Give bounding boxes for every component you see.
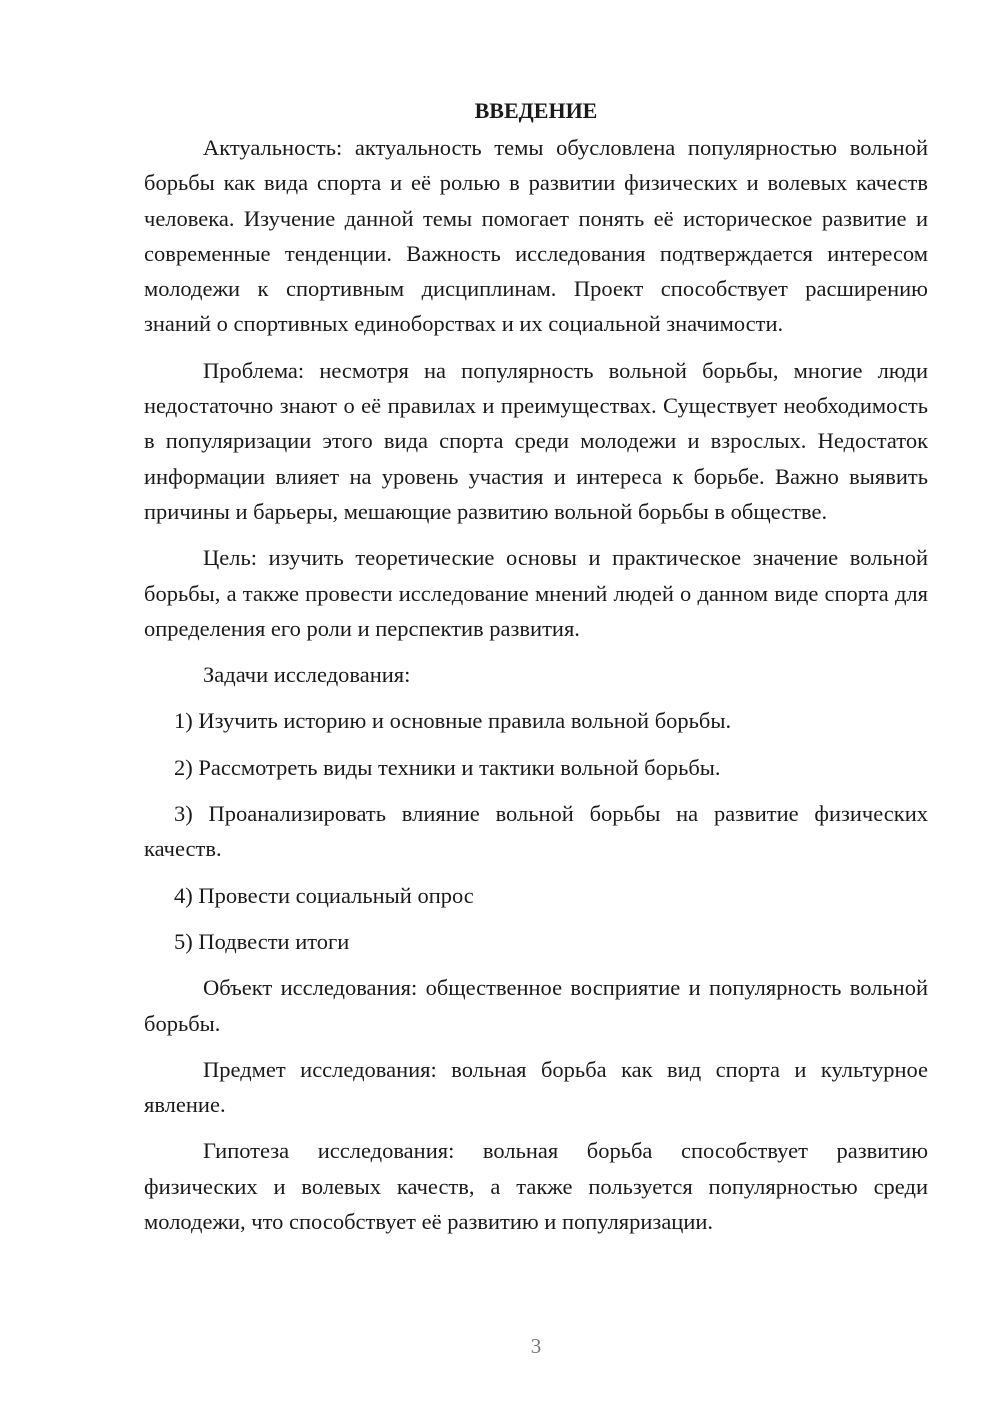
tasks-heading: Задачи исследования: (203, 662, 411, 688)
document-page (144, 96, 928, 1250)
task-item-5: 5) Подвести итоги (174, 928, 350, 954)
problem-paragraph: Проблема: несмотря на популярность вольной борьбы, многие люди недостаточно знают о её правилах и преимуществах. Существует необходимость в популяризации этого вида спорта среди молодежи и взрослых. Недостаток информации влияет на уровень участия и интереса к борьбе. Важно выявить причины и барьеры, мешающие развитию вольной борьбы в обществе. (144, 357, 928, 524)
task-item-3: 3) Проанализировать влияние вольной борьбы на развитие физических качеств. (144, 801, 928, 862)
page-title: ВВЕДЕНИЕ (474, 98, 598, 123)
task-item-4: 4) Провести социальный опрос (174, 882, 474, 908)
task-item-2: 2) Рассмотреть виды техники и тактики вольной борьбы. (174, 754, 721, 780)
object-paragraph: Объект исследования: общественное восприятие и популярность вольной борьбы. (144, 975, 928, 1036)
relevance-paragraph: Актуальность: актуальность темы обусловлена популярностью вольной борьбы как вида спорта и её ролью в развитии физических и волевых качеств человека. Изучение данной темы помогает понять её историческое развитие и современные тенденции. Важность исследования подтверждается интересом молодежи к спортивным дисциплинам. Проект способствует расширению знаний о спортивных единоборствах и их социальной значимости. (144, 135, 928, 337)
page-number: 3 (530, 1334, 542, 1358)
subject-paragraph: Предмет исследования: вольная борьба как вид спорта и культурное явление. (144, 1056, 928, 1118)
hypothesis-paragraph: Гипотеза исследования: вольная борьба способствует развитию физических и волевых качеств, а также пользуется популярностью среди молодежи, что способствует её развитию и популяризации. (144, 1138, 928, 1235)
task-item-1: 1) Изучить историю и основные правила вольной борьбы. (174, 708, 732, 734)
goal-paragraph: Цель: изучить теоретические основы и практическое значение вольной борьбы, а также провести исследование мнений людей о данном виде спорта для определения его роли и перспектив развития. (144, 545, 928, 641)
